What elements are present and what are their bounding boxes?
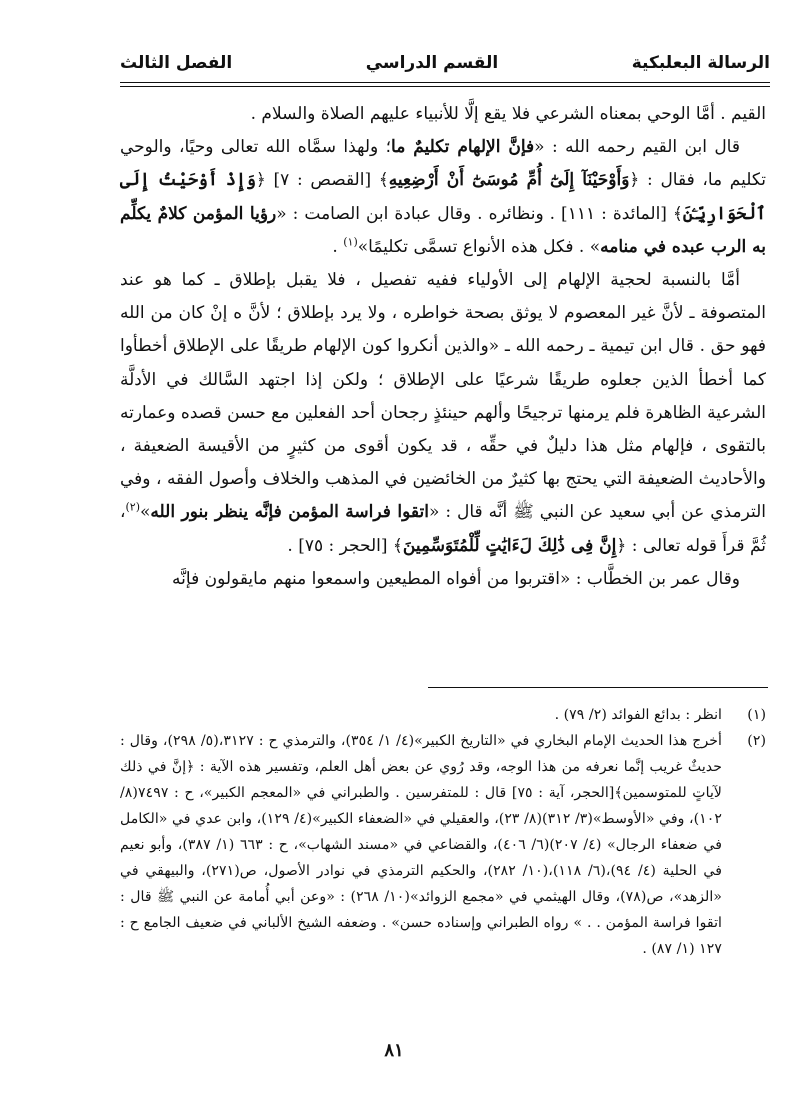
page-number: ٨١: [384, 1040, 404, 1061]
text-run: .: [332, 236, 344, 257]
text-run: قال ابن القيم رحمه الله : «: [534, 137, 740, 158]
text-run: ، ثُمَّ قرأَ قوله تعالى : ﴿: [120, 502, 766, 556]
section-title: القسم الدراسي: [365, 53, 499, 73]
text-run: أمَّا بالنسبة لحجية الإلهام إلى الأولياء ففيه تفصيل ، فلا يقبل بإطلاق ـ كما هو عند المتصوفة ـ لأنَّ غير المعصوم لا يوثق بصحة خواطره ، ولا يرد بإطلاق ؛ لأنَّ ه إنْ كان من الله فهو حق . قال ابن تيمية ـ رحمه الله ـ «والذين أنكروا كون الإلهام طريقًا على الإطلاق أخطأوا كما أخطأ الذين جعلوه طريقًا شرعيًا على الإطلاق ؛ ولكن إذا اجتهد السَّالك في الأدلَّة الشرعية الظاهرة فلم يرمنها ترجيحًا وألهم حينئذٍ رجحان أحد الفعلين مع حسن قصده وعمارته بالتقوى ، فإلهام مثل هذا دليلٌ في حقِّه ، قد يكون أقوى من كثيرٍ من الأقيسة الضعيفة ، والأحاديث الضعيفة التي يحتج بها كثيرٌ من الخائضين في المذهب والخلاف وأصول الفقه ، وفي الترمذي عن أبي سعيد عن النبي ﷺ أنَّه قال : «: [120, 270, 766, 523]
footnote-number: (١): [747, 707, 766, 723]
main-text: [120, 98, 766, 596]
quran-verse: إِنَّ فِى ذَٰلِكَ لَءَايَٰتٍ لِّلْمُتَوَسِّمِينَ: [402, 535, 617, 556]
paragraph-2: [120, 131, 766, 264]
header-divider: [120, 82, 770, 87]
book-title: الرسالة البعلبكية: [631, 53, 770, 73]
text-run: ﴾ [الحجر : ٧٥] .: [287, 535, 403, 556]
running-header: [120, 46, 770, 80]
footnote-item: [120, 728, 766, 962]
paragraph-1: القيم . أمَّا الوحي بمعناه الشرعي فلا يقع إلَّا للأنبياء عليهم الصلاة والسلام .: [250, 104, 766, 124]
hadith-bold: اتقوا فراسة المؤمن فإنَّه ينظر بنور الله: [150, 502, 429, 523]
footnote-ref[interactable]: (١): [343, 235, 358, 249]
quote-bold: رؤيا المؤمن كلامٌ يكلِّم به الرب عبده في منامه: [120, 203, 766, 257]
footnote-number: (٢): [747, 733, 766, 749]
footnote-separator: [428, 687, 768, 688]
footnote-item: [120, 702, 766, 728]
chapter-title: الفصل الثالث: [120, 53, 233, 73]
footnotes: [120, 702, 766, 962]
text-run: ؛ ولهذا سمَّاه الله تعالى وحيًا، والوحي تكليم ما، فقال : ﴿: [120, 137, 767, 191]
footnote-text: انظر : بدائع الفوائد (٢/ ٧٩) .: [554, 707, 722, 723]
text-run: ﴾ [القصص : ٧] ﴿: [255, 170, 389, 191]
footnote-text: أخرج هذا الحديث الإمام البخاري في «التاريخ الكبير»(٤/ ١/ ٣٥٤)، والترمذي ح : ٣١٢٧،(٥/ ٢٩٨)، وقال : حديثٌ غريب إنَّما نعرفه من هذا الوجه، وقد رُوي عن بعض أهل العلم، وتفسير هذه الآية : ﴿إنَّ في ذلك لآياتٍ للمتوسمين﴾[الحجر، آية : ٧٥] قال : للمتفرسين . والطبراني في «المعجم الكبير»، ح : ٧٤٩٧(٨/ ١٠٢)، وفي «الأوسط»(٣/ ٣١٢)(٨/ ٢٣)، والعقيلي في «الضعفاء الكبير»(٤/ ١٢٩)، وابن عدي في «الكامل في ضعفاء الرجال» (٤/ ٢٠٧)(٦/ ٤٠٦)، والقضاعي في «مسند الشهاب»، ح : ٦٦٣ (١/ ٣٨٧)، وأبو نعيم في الحلية (٤/ ٩٤)،(٦/ ١١٨)،(١٠/ ٢٨٢)، والحكيم الترمذي في نوادر الأصول، ص(٢٧١)، والبيهقي في «الزهد»، ص(٧٨)، وقال الهيثمي في «مجمع الزوائد»(١٠/ ٢٦٨) : «وعن أبي أُمامة عن النبي ﷺ قال : اتقوا فراسة المؤمن . . » رواه الطبراني وإسناده حسن» . وضعفه الشيخ الألباني في ضعيف الجامع ح : ١٢٧ (١/ ٨٧) .: [120, 733, 723, 957]
quran-verse: وَإِذْ أَوْحَيْتُ إِلَى ٱلْحَوَارِيِّـۧنَ: [120, 170, 766, 224]
quran-verse: وَأَوْحَيْنَآ إِلَىٰٓ أُمِّ مُوسَىٰٓ أَنْ أَرْضِعِيهِ: [388, 170, 630, 191]
paragraph-4: وقال عمر بن الخطَّاب : «اقتربوا من أفواه المطيعين واسمعوا منهم مايقولون فإنَّه: [172, 568, 740, 589]
paragraph-3: أمَّا بالنسبة لحجية الإلهام إلى الأولياء ففيه تفصيل ، فلا يقبل بإطلاق ـ كما هو عند المتصوفة ـ لأنَّ غير المعصوم لا يوثق بصحة خواطره ، ولا يرد بإطلاق ؛ لأنَّ ه إنْ كان من الله فهو حق . قال ابن تيمية ـ رحمه الله ـ «والذين أنكروا كون الإلهام طريقًا على الإطلاق أخطأوا كما أخطأ الذين جعلوه طريقًا شرعيًا على الإطلاق ؛ ولكن إذا اجتهد السَّالك في الأدلَّة الشرعية الظاهرة فلم يرمنها ترجيحًا وألهم حينئذٍ رجحان أحد الفعلين مع حسن قصده وعمارته بالتقوى ، فإلهام مثل هذا دليلٌ في حقِّه ، قد يكون أقوى من كثيرٍ من الأقيسة الضعيفة ، والأحاديث الضعيفة التي يحتج بها كثيرٌ من الخائضين في المذهب والخلاف وأصول الفقه ، وفي الترمذي عن أبي سعيد عن النبي ﷺ أنَّه قال : «اتقوا فراسة المؤمن فإنَّه ينظر بنور الله»$^{(٢)}$، ثُمَّ قرأَ قوله تعالى : ﴿إِنَّ فِى ذَٰلِكَ لَءَايَٰتٍ لِّلْمُتَوَسِّمِينَ﴾ [الحجر : ٧٥] .: [120, 270, 766, 556]
footnote-ref[interactable]: (٢): [125, 500, 141, 514]
text-run: » . فكل هذه الأنواع تسمَّى تكليمًا»: [357, 236, 601, 257]
text-run: ﴾ [المائدة : ١١١] . ونظائره . وقال عبادة ابن الصامت : «: [276, 203, 683, 224]
quote-bold: فإنَّ الإلهام تكليمٌ ما: [391, 137, 535, 158]
